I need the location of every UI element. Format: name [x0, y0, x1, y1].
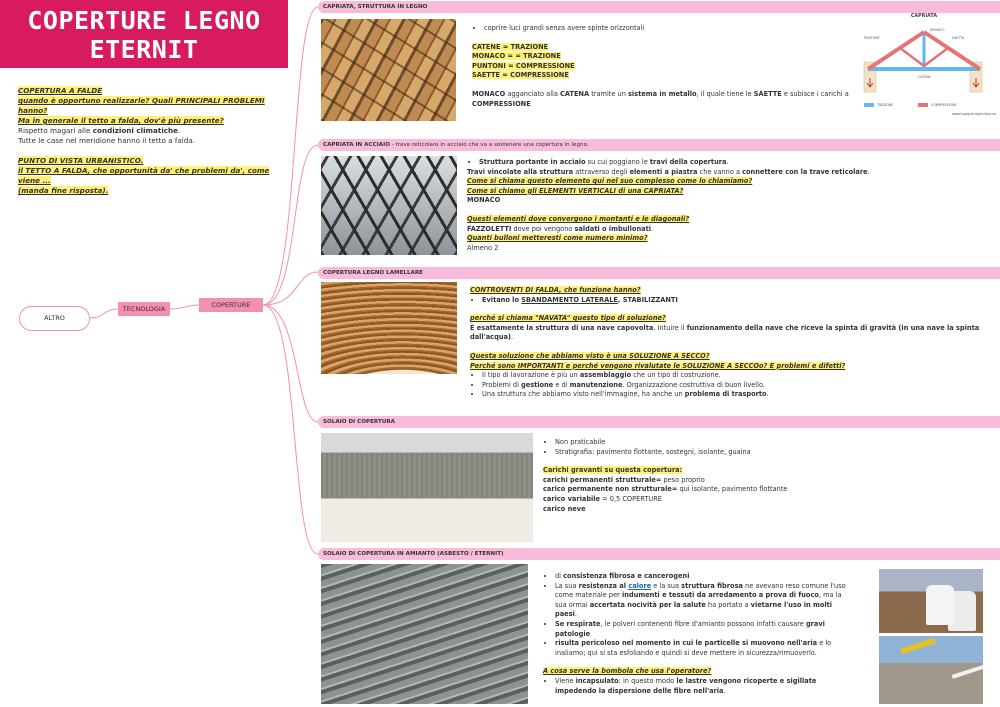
s5-b1: • di consistenza fibrosa e cancerogeni: [555, 572, 848, 582]
s2-text: [467, 158, 992, 253]
photo-eternit-roof: [321, 564, 528, 704]
s2-q4: Quanti bulloni metteresti come numero minimo?: [467, 234, 648, 243]
s3-q2: perché si chiama "NAVATA" questo tipo di soluzione?: [470, 314, 666, 323]
diagram-label-monaco: MONACO: [930, 28, 945, 32]
left-notes: [18, 86, 288, 196]
photo-roof-slab: [321, 433, 533, 542]
photo-steel-truss: [321, 156, 457, 255]
node-coperture[interactable]: COPERTURE: [199, 298, 263, 312]
s5-b4: • risulta pericoloso nel momento in cui le particelle si muovono nell'aria e lo inaliamo; qui si sta esfoliando e quindi si deve mettere in sicurezza/rimuoverlo.: [555, 639, 848, 658]
photo-laminated-wood: [321, 282, 457, 374]
s1-h1: CATENE = TRAZIONE: [472, 42, 549, 51]
s2-bullet: • Struttura portante in acciaio su cui poggiano le travi della copertura.: [479, 158, 992, 168]
s3-a1: • Evitano lo SBANDAMENTO LATERALE, STABILIZZANTI: [482, 296, 995, 306]
s2-q2: Come si chiamo gli ELEMENTI VERTICALI di una CAPRIATA?: [467, 186, 684, 195]
s4-text: [543, 438, 983, 514]
s5-q1: A cosa serve la bombola che usa l'operatore?: [543, 667, 712, 676]
s3-q1: CONTROVENTI DI FALDA, che funzione hanno?: [470, 286, 641, 294]
truss-diagram: [860, 14, 997, 118]
connector-to-s5: [263, 305, 318, 554]
section-bar-solaio-copertura[interactable]: SOLAIO DI COPERTURA: [318, 416, 1000, 428]
s3-b3: • Una struttura che abbiamo visto nell'immagine, ha anche un problema di trasporto.: [482, 390, 995, 400]
note-q6: (manda fine risposta).: [18, 186, 109, 195]
s2-a4: Almeno 2: [467, 243, 499, 252]
photo-asbestos-workers: [879, 569, 983, 633]
node-altro[interactable]: ALTRO: [19, 306, 90, 331]
s3-q3: Questa soluzione che abbiamo visto è una SOLUZIONE A SECCO?: [470, 351, 710, 360]
s3-a2: È esattamente la struttura di una nave capovolta. Intuire il funzionamento della nave che riceve la spinta di gravità (in una nave la spinta dall'acqua).: [470, 323, 980, 342]
section-bar-capriata-legno[interactable]: CAPRIATA, STRUTTURA IN LEGNO: [318, 1, 1000, 13]
photo-asbestos-removal: [879, 636, 983, 704]
s3-text: [470, 286, 995, 400]
diagram-legend-compressione: COMPRESSIONE: [931, 103, 957, 107]
diagram-label-puntone: PUNTONE: [864, 36, 880, 40]
title-line-2: ETERNIT: [89, 35, 199, 64]
s5-b5: • Viene incapsulato: in questo modo le lastre vengono ricoperte e sigillate impedendo la dispersione delle fibre nell'aria.: [555, 677, 848, 696]
diagram-legend-trazione: TRAZIONE: [877, 103, 894, 107]
diagram-source: www.ingegneriagiuridica.eu: [952, 112, 997, 116]
s5-b3: • Se respirate, le polveri contenenti fibre d'amianto possono infatti causare gravi patologie: [555, 620, 848, 639]
s2-q1: Come si chiama questo elemento qui nel suo complesso come lo chiamiamo?: [467, 177, 753, 186]
s4-q1: Carichi gravanti su questa copertura:: [543, 466, 683, 475]
s1-paragraph: MONACO agganciato alla CATENA tramite un sistema in metallo, il quale tiene le SAETTE e subisce i carichi a: [472, 89, 849, 98]
node-tecnologia[interactable]: TECNOLOGIA: [118, 302, 170, 316]
s3-b1: • Il tipo di lavorazione è più un assemblaggio che un tipo di costruzione.: [482, 371, 995, 381]
page-title: [0, 0, 288, 68]
s2-a3: FAZZOLETTI dove poi vengono saldati o imbullonati.: [467, 224, 654, 233]
s3-q4: Perché sono IMPORTANTI e perché vengono rivalutate le SOLUZIONE A SECCOo? E problemi e difetti?: [470, 361, 846, 370]
s4-l3: carico variabile = 0,5 COPERTURE: [543, 494, 662, 503]
connector-altro-tecnologia: [90, 309, 118, 318]
note-q2: quando è opportuno realizzarle? Quali PRINCIPALI PROBLEMI hanno?: [18, 96, 265, 115]
link-calore[interactable]: calore: [628, 581, 652, 590]
connector-to-s3: [263, 272, 318, 305]
diagram-label-saetta: SAETTA: [952, 36, 965, 40]
s5-b2: • La sua resistenza al calore e la sua struttura fibrosa ne avevano reso comune l'uso come materiale per indumenti e tessuti da arredamento a prova di fuoco, ma la sua ormai accertata nocività per la salute ha portato a vietarne l'uso in molti paesi.: [555, 582, 848, 620]
s1-h2: MONACO = = TRAZIONE: [472, 52, 561, 61]
s2-q3: Questi elementi dove convergono i montanti e le diagonali?: [467, 214, 690, 223]
s1-bullet: • coprire luci grandi senza avere spinte orizzontali: [484, 24, 852, 34]
section-bar-solaio-amianto[interactable]: SOLAIO DI COPERTURA IN AMIANTO (ASBESTO / ETERNIT): [318, 548, 1000, 560]
s1-h3: PUNTONI = COMPRESSIONE: [472, 61, 575, 70]
connector-tecnologia-coperture: [170, 305, 199, 309]
note-q5: il TETTO A FALDA, che opportunità da' che problemi da', come viene ...: [18, 166, 270, 185]
s1-h4: SAETTE = COMPRESSIONE: [472, 71, 569, 80]
s4-b2: • Stratigrafia: pavimento flottante, sostegni, isolante, guaina: [555, 448, 983, 458]
diagram-title: CAPRIATA: [910, 14, 938, 19]
section-bar-legno-lamellare[interactable]: COPERTURA LEGNO LAMELLARE: [318, 267, 1000, 279]
connector-to-s4: [263, 305, 318, 422]
s1-text: [472, 24, 852, 109]
s4-b1: • Non praticabile: [555, 438, 983, 448]
note-q4: PUNTO DI VISTA URBANISTICO.: [18, 156, 144, 165]
title-line-1: COPERTURE LEGNO: [27, 6, 261, 35]
note-a2: Tutte le case nel meridione hanno il tetto a falda.: [18, 136, 196, 145]
section-bar-capriata-acciaio[interactable]: CAPRIATA IN ACCIAIO - trave reticolare in acciaio che va a sostenere una copertura in legno.: [318, 139, 1000, 151]
diagram-label-catena: CATENA: [918, 75, 931, 79]
note-q3: Ma in generale il tetto a falda, dov'è più presente?: [18, 116, 224, 125]
s4-l4: carico neve: [543, 504, 586, 513]
s2-line2: Travi vincolate alla struttura attraverso degli elementi a piastra che vanno a connettere con la trave reticolare.: [467, 167, 870, 176]
s5-text: [543, 572, 848, 696]
s4-l1: carichi permanenti strutturale= peso proprio: [543, 475, 705, 484]
note-a1: Rispetto magari alle condizioni climatiche.: [18, 126, 181, 135]
note-q1: COPERTURA A FALDE: [18, 86, 103, 95]
s4-l2: carico permanente non strutturale= qui isolante, pavimento flottante: [543, 485, 788, 494]
photo-wood-truss: [321, 19, 456, 121]
s2-a2: MONACO: [467, 196, 501, 205]
s3-b2: • Problemi di gestione e di manutenzione. Organizzazione costruttiva di buon livello.: [482, 381, 995, 391]
s1-compressione: COMPRESSIONE: [472, 99, 531, 108]
